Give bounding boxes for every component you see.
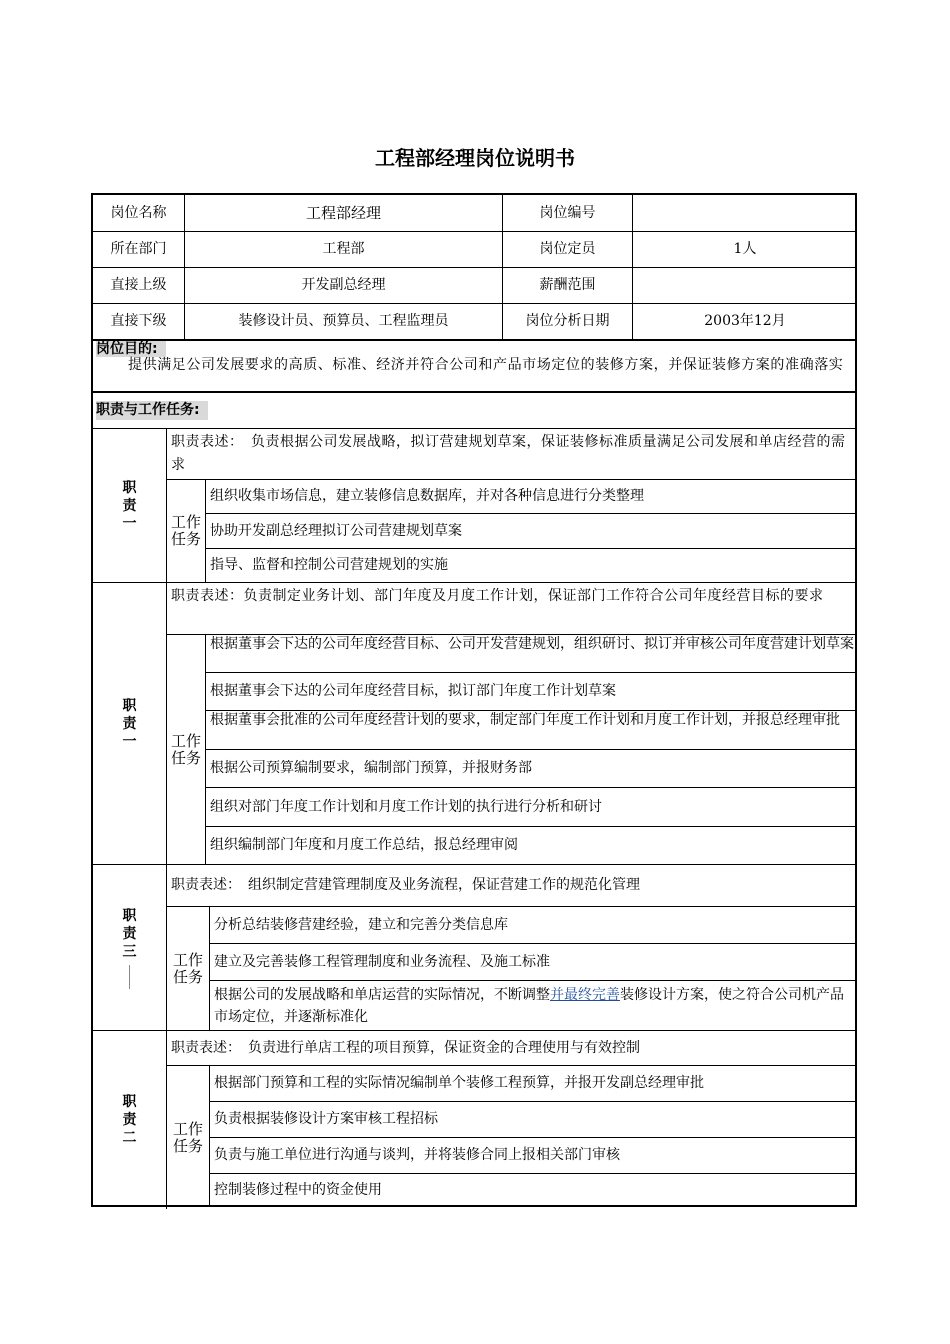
task-label-3: 工作任务	[166, 906, 209, 1030]
info-value-position-code	[632, 195, 857, 231]
info-value-department: 工程部	[184, 231, 502, 267]
purpose-text: 提供满足公司发展要求的高质、标准、经济并符合公司和产品市场定位的装修方案，并保证装修方案的准确落实	[128, 357, 844, 373]
duty-2-task-5: 组织对部门年度工作计划和月度工作计划的执行进行分析和研讨	[205, 787, 857, 826]
duties-header: 职责与工作任务:	[93, 391, 857, 428]
duty-4-task-4: 控制装修过程中的资金使用	[209, 1173, 857, 1207]
info-label-analysis-date: 岗位分析日期	[502, 303, 632, 339]
duty-statement-1: 职责表述： 负责根据公司发展战略，拟订营建规划草案，保证装修标准质量满足公司发展和单店经营的需求	[166, 428, 857, 479]
duty-2-task-1: 根据董事会下达的公司年度经营目标、公司开发营建规划，组织研讨、拟订并审核公司年度营建计划草案	[205, 634, 857, 672]
info-label-headcount: 岗位定员	[502, 231, 632, 267]
purpose-section	[93, 339, 857, 391]
duty-statement-2: 职责表述：负责制定业务计划、部门年度及月度工作计划，保证部门工作符合公司年度经营目标的要求	[166, 582, 857, 634]
duty-2-task-3: 根据董事会批准的公司年度经营计划的要求，制定部门年度工作计划和月度工作计划，并报总经理审批	[205, 710, 857, 749]
info-value-superior: 开发副总经理	[184, 267, 502, 303]
info-label-salary-range: 薪酬范围	[502, 267, 632, 303]
duty-statement-4: 职责表述： 负责进行单店工程的项目预算，保证资金的合理使用与有效控制	[166, 1030, 857, 1065]
duty-label-4: 职责二	[93, 1030, 166, 1209]
page-title: 工程部经理岗位说明书	[375, 146, 575, 170]
task-label-2: 工作任务	[166, 634, 205, 864]
duty-label-2: 职责一	[93, 582, 166, 864]
purpose-label: 岗位目的:	[93, 341, 857, 357]
duty-2-task-2: 根据董事会下达的公司年度经营目标，拟订部门年度工作计划草案	[205, 672, 857, 710]
info-value-position-name: 工程部经理	[184, 195, 502, 231]
duty-label-3: 职责三	[93, 864, 166, 1030]
duty-1-task-3: 指导、监督和控制公司营建规划的实施	[205, 548, 857, 582]
duty-4-task-3: 负责与施工单位进行沟通与谈判，并将装修合同上报相关部门审核	[209, 1137, 857, 1173]
duty-label-1: 职责一	[93, 428, 166, 582]
info-value-analysis-date: 2003年12月	[632, 303, 857, 339]
info-value-subordinates: 装修设计员、预算员、工程监理员	[184, 303, 502, 339]
duty-statement-3: 职责表述： 组织制定营建管理制度及业务流程，保证营建工作的规范化管理	[166, 864, 857, 906]
duty-1-task-2: 协助开发副总经理拟订公司营建规划草案	[205, 513, 857, 548]
task-label-4: 工作任务	[166, 1065, 209, 1209]
info-label-department: 所在部门	[93, 231, 184, 267]
duty-3-task-1: 分析总结装修营建经验，建立和完善分类信息库	[209, 906, 857, 943]
duty-4-task-2: 负责根据装修设计方案审核工程招标	[209, 1101, 857, 1137]
info-label-subordinates: 直接下级	[93, 303, 184, 339]
task-label-1: 工作任务	[166, 479, 205, 582]
duty-4-task-1: 根据部门预算和工程的实际情况编制单个装修工程预算，并报开发副总经理审批	[209, 1065, 857, 1101]
duty-3-task-2: 建立及完善装修工程管理制度和业务流程、及施工标准	[209, 943, 857, 980]
duty-2-task-6: 组织编制部门年度和月度工作总结，报总经理审阅	[205, 826, 857, 864]
revision-link[interactable]: 并最终完善	[550, 987, 620, 1003]
info-label-superior: 直接上级	[93, 267, 184, 303]
divider-mark	[129, 965, 130, 989]
info-value-salary-range	[632, 267, 857, 303]
job-description-table	[91, 193, 857, 1207]
info-value-headcount: 1人	[632, 231, 857, 267]
duty-3-task-3: 根据公司的发展战略和单店运营的实际情况，不断调整并最终完善装修设计方案，使之符合公司机产品市场定位，并逐渐标准化	[209, 980, 857, 1030]
info-label-position-name: 岗位名称	[110, 204, 167, 221]
duty-1-task-1: 组织收集市场信息，建立装修信息数据库，并对各种信息进行分类整理	[205, 479, 857, 513]
info-label-position-code: 岗位编号	[502, 195, 632, 231]
duty-2-task-4: 根据公司预算编制要求，编制部门预算，并报财务部	[205, 749, 857, 787]
